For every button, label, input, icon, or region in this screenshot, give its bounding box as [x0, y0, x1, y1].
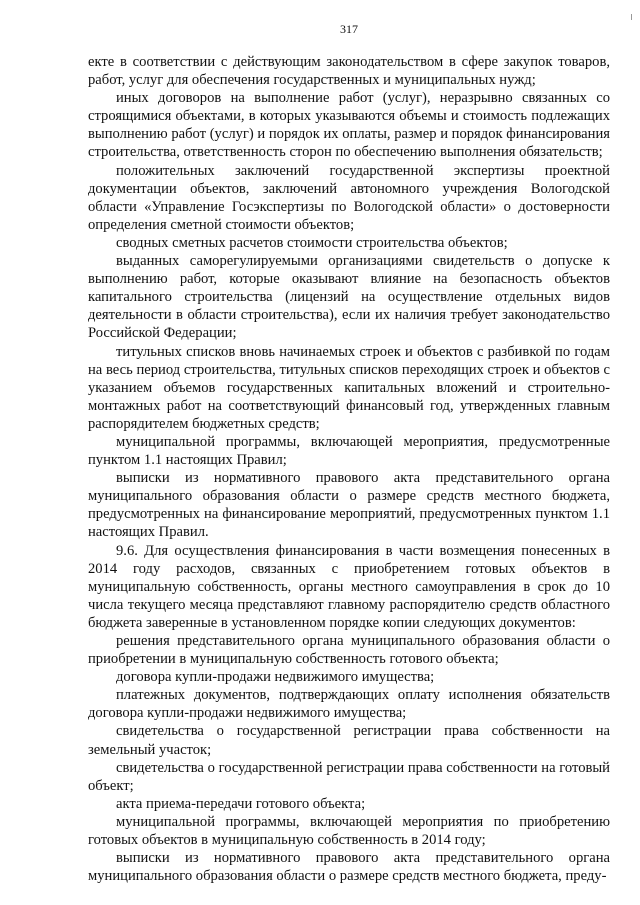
paragraph: положительных заключений государственной экспертизы проектной документации объектов, заключений автономного учреждения Вологодской области «Управление Госэкспертизы по Вологодской области» о достоверности определения сметной стоимости объектов; [88, 162, 610, 233]
page-number: 317 [340, 22, 358, 36]
paragraph: выписки из нормативного правового акта представительного органа муниципального образования области о размере средств местного бюджета, предусмотренных на финансирование мероприятий, предусмотренных пунктом 1.1 настоящих Правил. [88, 470, 610, 541]
paragraph: екте в соответствии с действующим законодательством в сфере закупок товаров, работ, услуг для обеспечения государственных и муниципальных нужд; [88, 54, 610, 89]
paragraph: акта приема-передачи готового объекта; [116, 795, 366, 812]
paragraph: иных договоров на выполнение работ (услуг), неразрывно связанных со строящимися объектами, в которых указываются объемы и стоимость подлежащих выполнению работ (услуг) и порядок их оплаты, размер и порядок финансирования строительства, ответственность сторон по обеспечению выполнения обязательств; [88, 90, 610, 161]
paragraph: свидетельства о государственной регистрации права собственности на готовый объект; [88, 759, 610, 794]
paragraph: выданных саморегулируемыми организациями свидетельств о допуске к выполнению работ, которые оказывают влияние на безопасность объектов капитального строительства (лицензий на осуществление отдельных видов деятельности в области строительства), если их наличия требует законодательство Российской Федерации; [88, 253, 610, 342]
paragraph: муниципальной программы, включающей мероприятия, предусмотренные пунктом 1.1 настоящих Правил; [88, 433, 610, 469]
paragraph: выписки из нормативного правового акта представительного органа муниципального образования области о размере средств местного бюджета, преду- [88, 850, 610, 885]
paragraph: договора купли-продажи недвижимого имущества; [116, 669, 435, 686]
section-paragraph: 9.6. Для осуществления финансирования в части возмещения понесенных в 2014 году расходов, связанных с приобретением готовых объектов в муниципальную собственность, органы местного самоуправления в срок до 10 числа текущего месяца представляют главному распорядителю средств областного бюджета заверенные в установленном порядке копии следующих документов: [88, 542, 610, 631]
paragraph: платежных документов, подтверждающих оплату исполнения обязательств договора купли-продажи недвижимого имущества; [88, 687, 610, 722]
paragraph: решения представительного органа муниципального образования области о приобретении в муниципальную собственность готового объекта; [88, 633, 610, 668]
paragraph: муниципальной программы, включающей мероприятия по приобретению готовых объектов в муниципальную собственность в 2014 году; [88, 813, 610, 849]
scan-mark [631, 14, 632, 20]
paragraph: титульных списков вновь начинаемых строек и объектов с разбивкой по годам на весь период строительства, титульных списков переходящих строек и объектов с указанием объемов государственных капитальных вложений и строительно-монтажных работ на соответствующий финансовый год, утвержденных главным распорядителем бюджетных средств; [88, 343, 610, 432]
paragraph: сводных сметных расчетов стоимости строительства объектов; [116, 234, 508, 251]
paragraph: свидетельства о государственной регистрации права собственности на земельный участок; [88, 723, 610, 758]
